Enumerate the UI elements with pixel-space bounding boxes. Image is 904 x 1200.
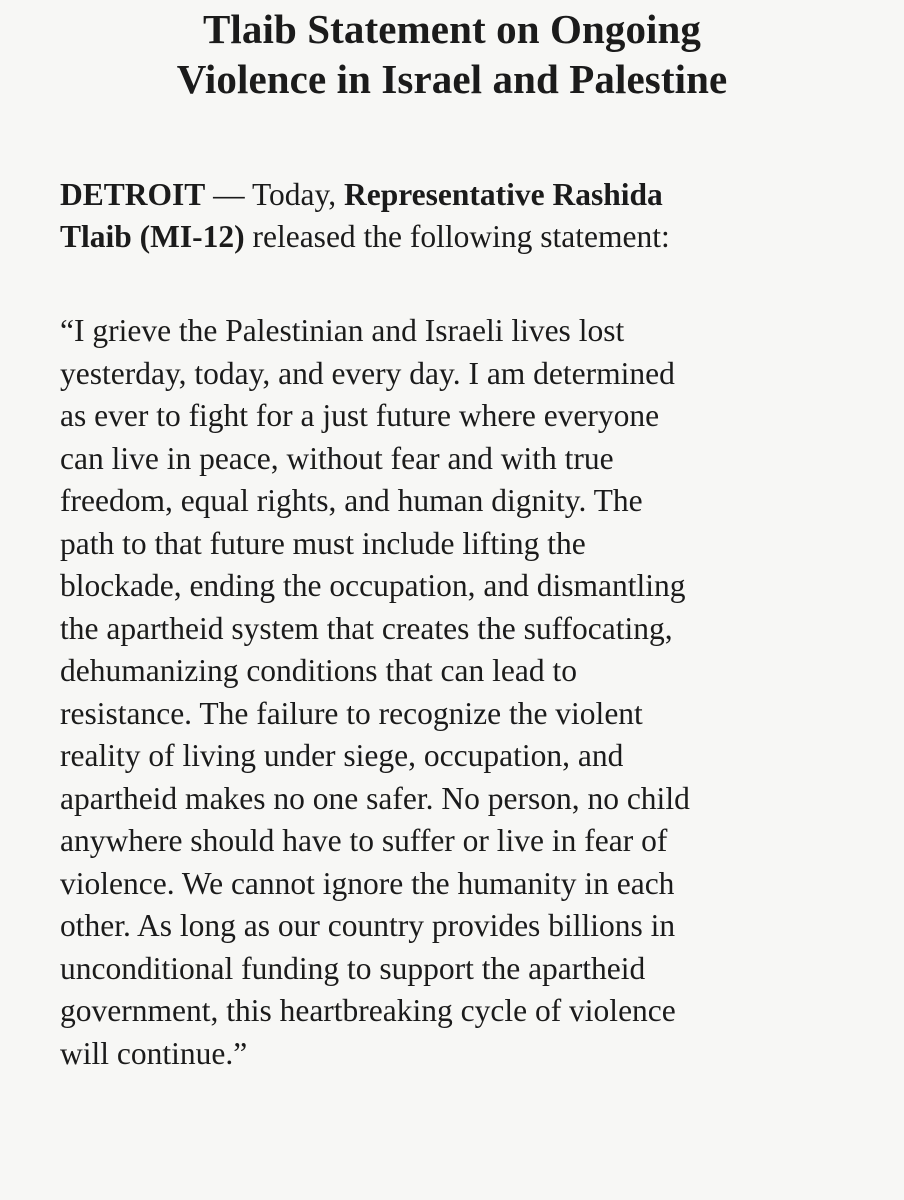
statement-line: path to that future must include lifting the <box>60 525 586 561</box>
statement-line: will continue.” <box>60 1035 248 1071</box>
statement-line: apartheid makes no one safer. No person, no child <box>60 780 690 816</box>
statement-line: dehumanizing conditions that can lead to <box>60 653 577 688</box>
dateline-line-2 <box>60 216 844 258</box>
speaker-name-part-1: Representative Rashida <box>343 177 663 212</box>
headline-line-2: Violence in Israel and Palestine <box>176 56 728 102</box>
statement-line: resistance. The failure to recognize the violent <box>60 695 643 731</box>
dateline-tail: released the following statement: <box>244 219 670 254</box>
speaker-name-part-2: Tlaib (MI-12) <box>60 219 245 254</box>
dateline-paragraph <box>60 174 844 258</box>
statement-line: “I grieve the Palestinian and Israeli lives lost <box>60 313 625 348</box>
statement-line: reality of living under siege, occupation, and <box>60 738 624 773</box>
dateline-city: DETROIT <box>60 177 206 212</box>
headline-line-1: Tlaib Statement on Ongoing <box>202 6 702 52</box>
statement-line: other. As long as our country provides billions in <box>60 908 676 943</box>
statement-line: anywhere should have to suffer or live in fear of <box>60 823 668 858</box>
statement-line: yesterday, today, and every day. I am determined <box>60 355 675 391</box>
statement-line: unconditional funding to support the apartheid <box>60 950 646 986</box>
dateline-line-1 <box>60 174 844 216</box>
statement-line: as ever to fight for a just future where everyone <box>60 398 660 433</box>
statement-line: freedom, equal rights, and human dignity. The <box>60 483 643 518</box>
statement-line: government, this heartbreaking cycle of violence <box>60 993 676 1028</box>
statement-quote <box>60 310 844 1075</box>
statement-line: the apartheid system that creates the suffocating, <box>60 610 673 646</box>
dateline-dash: — Today, <box>205 177 344 212</box>
headline <box>60 0 844 104</box>
statement-line: can live in peace, without fear and with true <box>60 440 614 476</box>
statement-line: violence. We cannot ignore the humanity in each <box>60 865 675 901</box>
statement-line: blockade, ending the occupation, and dismantling <box>60 568 686 603</box>
